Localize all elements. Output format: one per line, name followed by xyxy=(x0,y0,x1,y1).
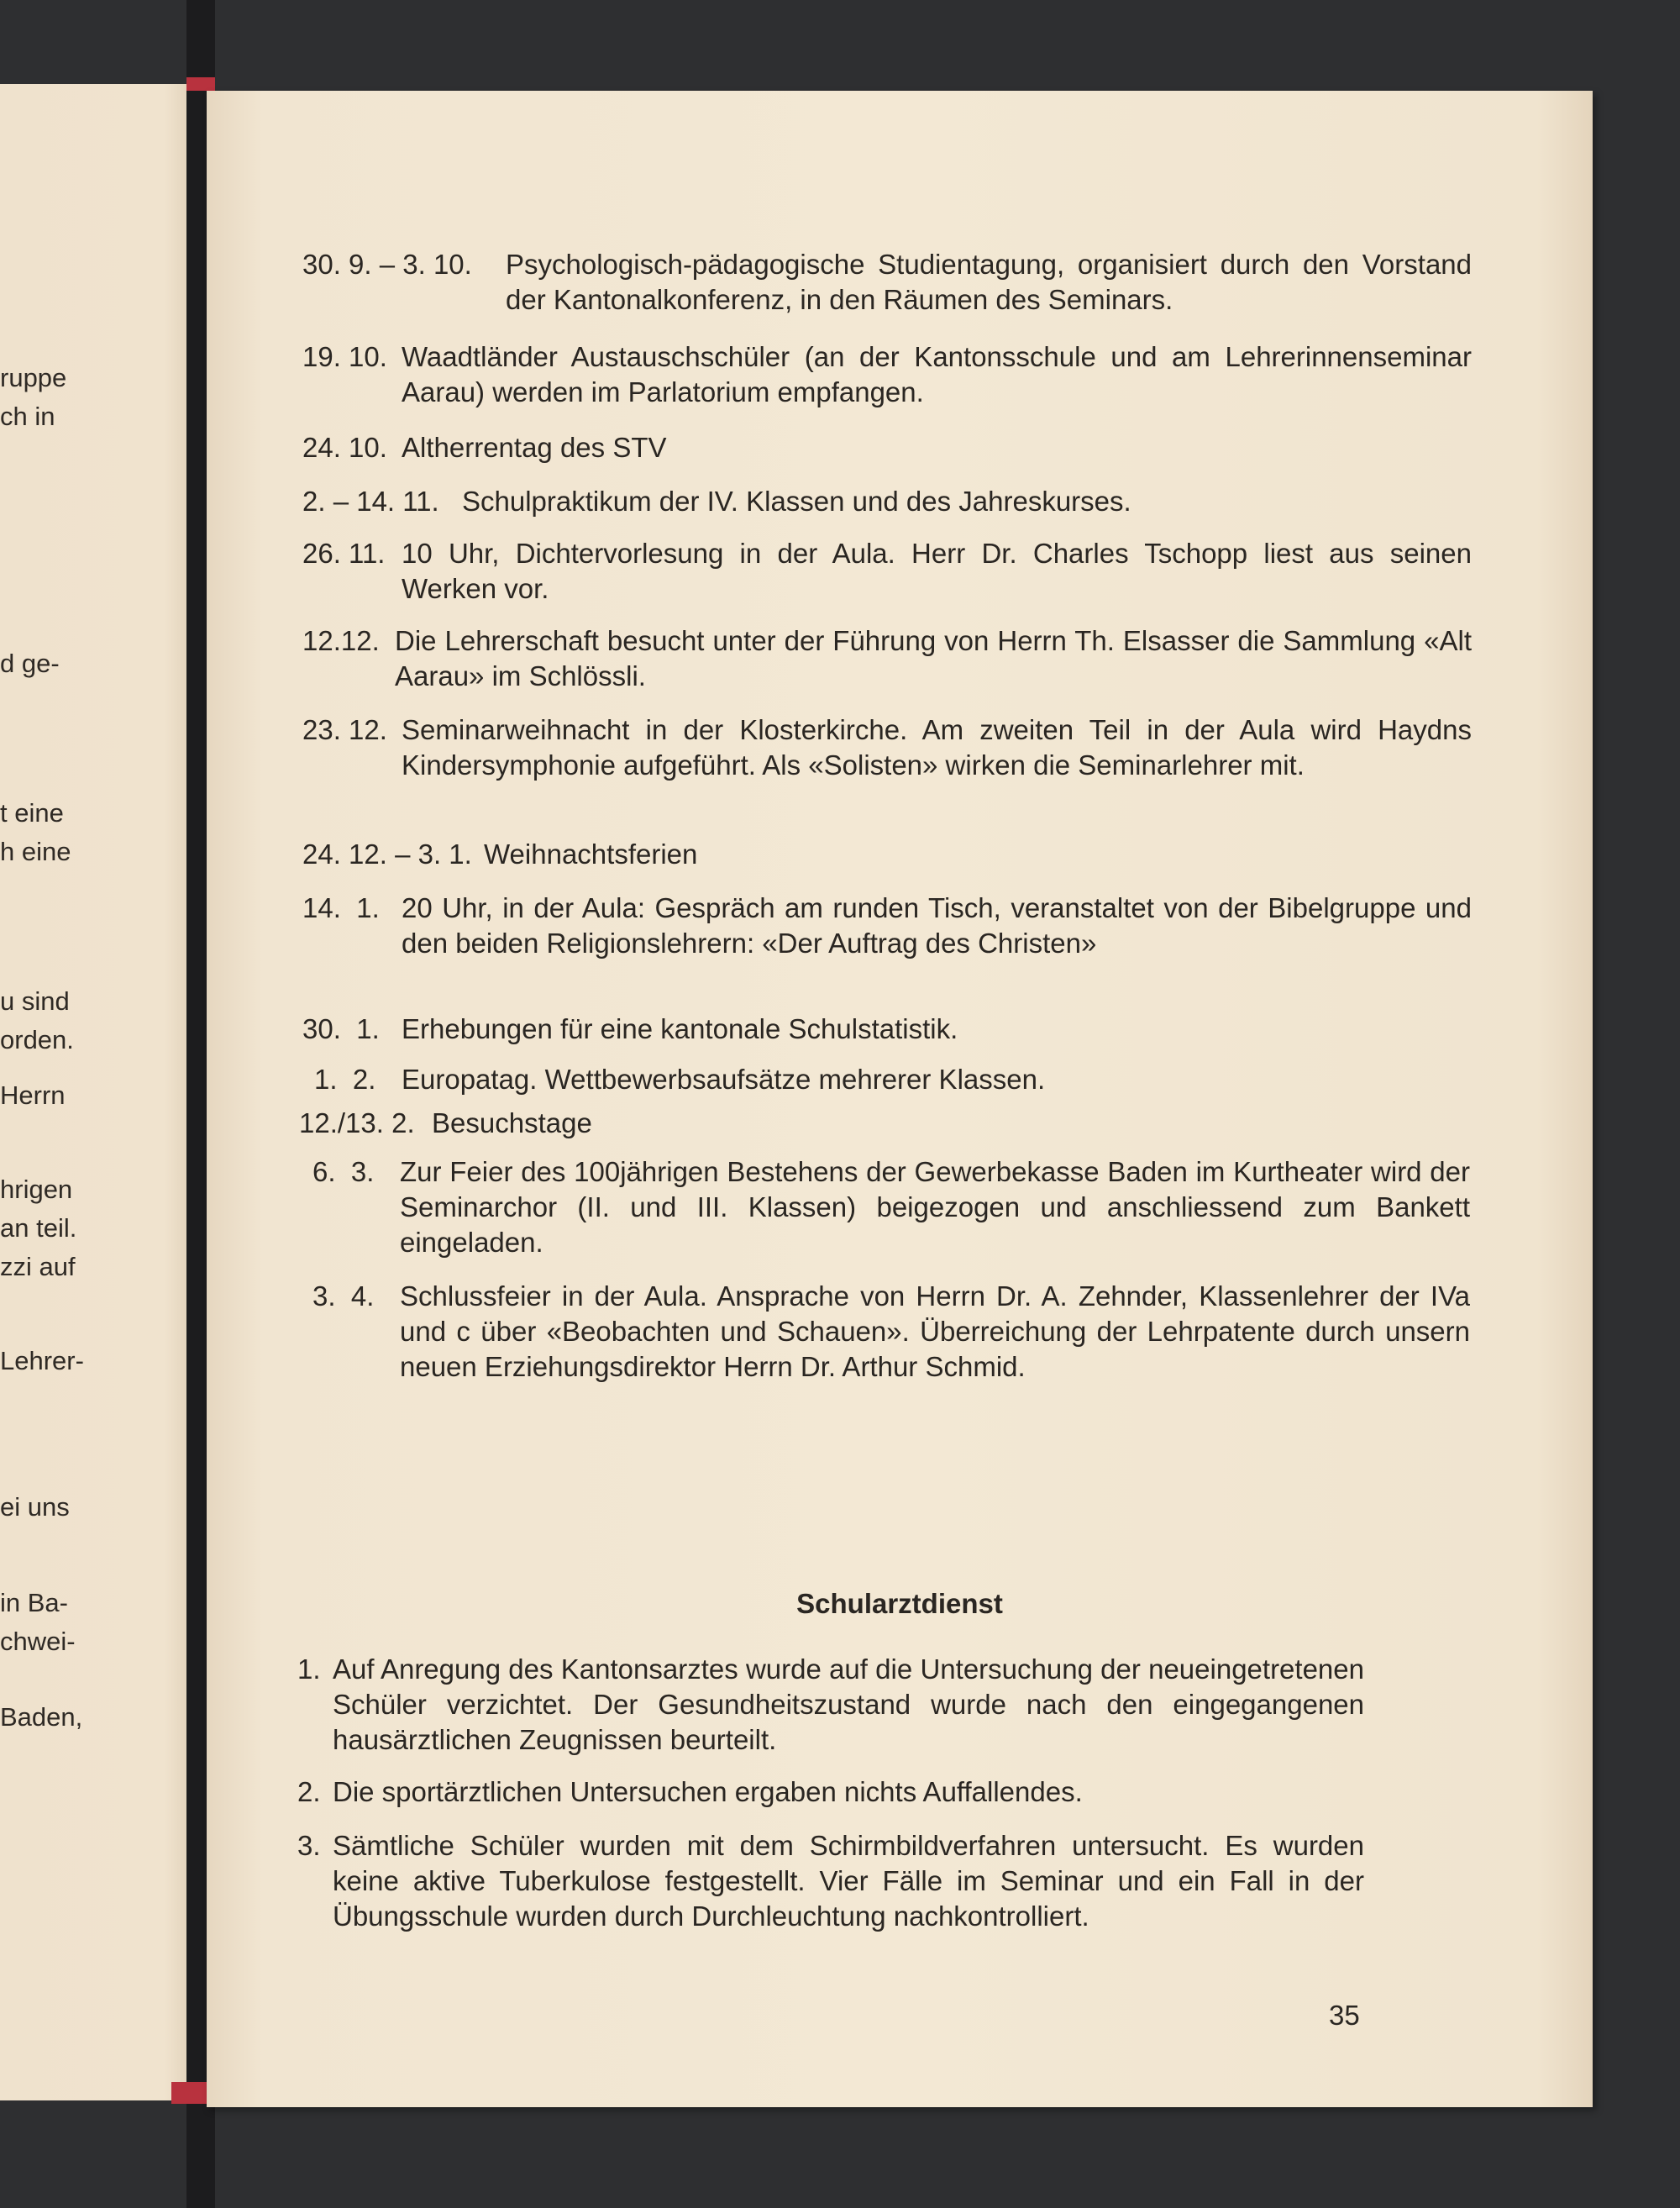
entry-text: Seminarweihnacht in der Klosterkirche. Am zweiten Teil in der Aula wird Haydns Kindersymphonie aufgeführt. Als «Solisten» wirken die Seminarlehrer mit. xyxy=(402,714,1472,781)
item-text: Sämtliche Schüler wurden mit dem Schirmbildverfahren untersucht. Es wurden keine aktive Tuberkulose festgestellt. Vier Fälle im Seminar und ein Fall in der Übungsschule wurden durch Durchleuchtung nachkontrolliert. xyxy=(333,1830,1364,1932)
entry-date: 26. 11. xyxy=(302,538,386,569)
entry-text: Schulpraktikum der IV. Klassen und des Jahreskurses. xyxy=(462,486,1131,517)
entry-text: Altherrentag des STV xyxy=(402,432,667,463)
entry-text: Waadtländer Austauschschüler (an der Kantonsschule und am Lehrerinnenseminar Aarau) werden im Parlatorium empfangen. xyxy=(402,341,1472,407)
item-number: 2. xyxy=(297,1776,321,1807)
item-text: Die sportärztlichen Untersuchen ergaben nichts Auffallendes. xyxy=(333,1776,1083,1807)
entry-text: Weihnachtsferien xyxy=(484,839,698,870)
left-fragment: t eine xyxy=(0,798,64,828)
bookmark-ribbon-bottom xyxy=(171,2082,208,2104)
left-fragment: an teil. xyxy=(0,1213,77,1243)
left-fragment: Baden, xyxy=(0,1702,83,1732)
entry-date: 14. 1. xyxy=(302,892,380,923)
left-fragment: h eine xyxy=(0,837,71,866)
entry-date: 2. – 14. 11. xyxy=(302,486,439,517)
entry-date: 12.12. xyxy=(302,625,380,656)
entry-date: 19. 10. xyxy=(302,341,387,372)
entry-text: Psychologisch-pädagogische Studientagung, organisiert durch den Vorstand der Kantonalkonferenz, in den Räumen des Seminars. xyxy=(506,249,1472,315)
entry-date: 23. 12. xyxy=(302,714,387,745)
page-number: 35 xyxy=(1329,2000,1360,2031)
entry-date: 6. 3. xyxy=(312,1156,375,1187)
entry-date: 3. 4. xyxy=(312,1280,375,1312)
section-heading: Schularztdienst xyxy=(796,1588,1003,1619)
left-fragment: zzi auf xyxy=(0,1252,76,1281)
entry-text: 20 Uhr, in der Aula: Gespräch am runden Tisch, veranstaltet von der Bibelgruppe und den beiden Religionslehrern: «Der Auftrag des Christen» xyxy=(402,892,1472,959)
item-text: Auf Anregung des Kantonsarztes wurde auf die Untersuchung der neueingetretenen Schüler verzichtet. Der Gesundheitszustand wurde nach den eingegangenen hausärztlichen Zeugnissen beurteilt. xyxy=(333,1653,1364,1755)
entry-date: 12./13. 2. xyxy=(299,1107,415,1138)
left-fragment: ruppe xyxy=(0,363,67,392)
left-fragment: Herrn xyxy=(0,1080,66,1110)
entry-text: Besuchstage xyxy=(432,1107,592,1138)
left-page xyxy=(0,84,206,2100)
entry-text: Schlussfeier in der Aula. Ansprache von Herrn Dr. A. Zehnder, Klassenlehrer der IVa und c über «Beobachten und Schauen». Überreichung der Lehrpatente durch unsern neuen Erziehungsdirektor Herrn Dr. Arthur Schmid. xyxy=(400,1280,1470,1382)
left-fragment: ch in xyxy=(0,402,55,431)
right-page xyxy=(207,91,1593,2107)
entry-text: Europatag. Wettbewerbsaufsätze mehrerer Klassen. xyxy=(402,1064,1046,1095)
item-number: 1. xyxy=(297,1653,321,1685)
left-fragment: hrigen xyxy=(0,1175,73,1204)
left-fragment: d ge- xyxy=(0,649,60,678)
entry-date: 24. 12. – 3. 1. xyxy=(302,839,472,870)
left-fragment: u sind xyxy=(0,986,70,1016)
left-fragment: ei uns xyxy=(0,1492,70,1522)
left-fragment: Lehrer- xyxy=(0,1346,84,1375)
left-fragment: in Ba- xyxy=(0,1588,68,1617)
item-number: 3. xyxy=(297,1830,321,1861)
entry-date: 1. 2. xyxy=(314,1064,376,1095)
entry-date: 30. 1. xyxy=(302,1013,380,1044)
left-fragment: chwei- xyxy=(0,1627,76,1656)
left-fragment: orden. xyxy=(0,1025,74,1054)
entry-text: Erhebungen für eine kantonale Schulstatistik. xyxy=(402,1013,958,1044)
entry-date: 24. 10. xyxy=(302,432,387,463)
entry-text: 10 Uhr, Dichtervorlesung in der Aula. Herr Dr. Charles Tschopp liest aus seinen Werken vor. xyxy=(402,538,1472,604)
entry-date: 30. 9. – 3. 10. xyxy=(302,249,472,280)
entry-text: Zur Feier des 100jährigen Bestehens der Gewerbekasse Baden im Kurtheater wird der Seminarchor (II. und III. Klassen) beigezogen und anschliessend zum Bankett eingeladen. xyxy=(400,1156,1470,1258)
entry-text: Die Lehrerschaft besucht unter der Führung von Herrn Th. Elsasser die Sammlung «Alt Aarau» im Schlössli. xyxy=(395,625,1472,691)
bookmark-ribbon-top xyxy=(186,77,215,91)
